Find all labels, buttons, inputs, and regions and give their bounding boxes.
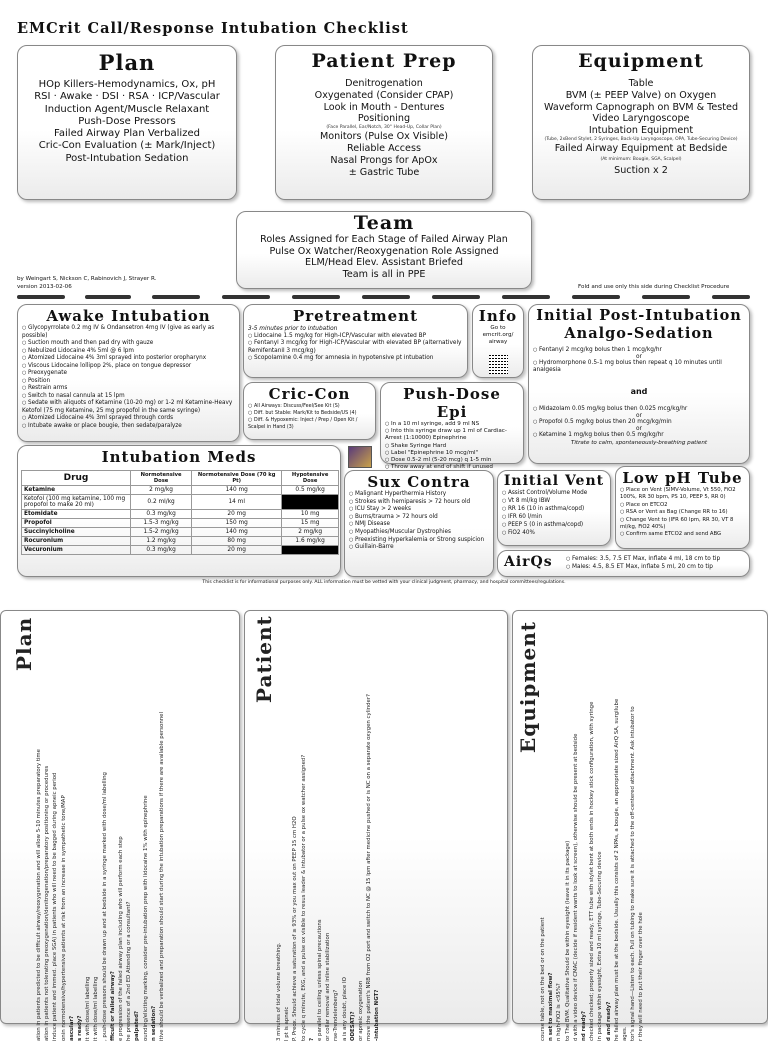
back-patient-line: ODESAT)? (349, 1011, 356, 1041)
post-intubation-panel (528, 304, 750, 464)
back-patient-line: rse-Trendelenberg? (333, 989, 340, 1041)
back-patient-line: e parallel to ceiling unless spinal precautions (317, 919, 324, 1041)
meds-col-header: Hypotensive Dose (282, 471, 339, 486)
drug-name: Etomidate (22, 510, 131, 519)
back-equip-line: n high-FiO2 is <95%? (556, 983, 563, 1041)
awake-item: ○ Suction mouth and then pad dry with gauze (22, 340, 235, 348)
plan-line: Cric-Con Evaluation (± Mark/Inject) (38, 140, 216, 152)
prep-line: Denitrogenation (345, 78, 423, 89)
back-plan-line: palpated? (134, 1010, 141, 1041)
back-plan-line: e progression of the failed airway plan including who will perform each step (118, 836, 125, 1041)
dose-cell: 1.2 mg/kg (131, 537, 192, 546)
low-ph-item: ○ Change Vent to (IFR 60 lpm, RR 30, VT 8 ml/kg, FiO2 40%) (620, 517, 745, 532)
sedation-item: ○ Propofol 0.5 mg/kg bolus then 20 mcg/kg/min (533, 419, 745, 426)
and-label: and (630, 386, 648, 396)
push-dose-epi-panel (380, 382, 524, 471)
cric-con-item: ○ All Airways: Discuss/Feel/See Kit (S) (248, 403, 371, 410)
back-plan-line: ation in patients predicted to be difficult airway/reoxygenation and will allow 5-10 minutes preparatory time (36, 749, 42, 1041)
epinephrine-vial-image (348, 446, 372, 468)
epi-item: ○ Label "Epinephrine 10 mcg/ml" (385, 450, 519, 457)
pretreatment-item: ○ Scopolamine 0.4 mg for amnesia in hypotensive pt intubation (248, 355, 463, 362)
pretreatment-sub: 3-5 minutes prior to intubation (248, 326, 338, 332)
airqs-female: ○ Females: 3.5, 7.5 ET Max, inflate 4 ml, 18 cm to tip (566, 555, 720, 563)
equip-intubation-detail: (Tube, 2xBend Stylet, 2 Syringes, Back-Up Laryngoscope, OPA, Tube-Securing Device) (544, 136, 738, 142)
back-equip-line: he failed airway plan must be at the bedside. Usually this consists of 2 NPAs, a bougie, an appropriate sized AirQ SA, surgilube (613, 698, 620, 1041)
sux-contra-item: ○ Burns/trauma > 72 hours old (349, 514, 489, 522)
awake-item: ○ Atomized Lidocaine 4% 3ml sprayed into posterior oropharynx (22, 355, 235, 363)
prep-line: Reliable Access (347, 142, 421, 154)
prep-line: Monitors (Pulse Ox Visible) (320, 131, 448, 143)
plan-line: HOp Killers-Hemodynamics, Ox, pH (38, 79, 216, 90)
back-equip-line: in package within eyesight, Extra 10 ml syringe, Tube-Securing device (597, 851, 604, 1041)
prep-line: Nasal Prongs for ApOx (330, 154, 438, 166)
equip-line: BVM (± PEEP Valve) on Oxygen (565, 89, 717, 101)
drug-name: Ketamine (22, 486, 131, 495)
pretreatment-item: ○ Lidocaine 1.5 mg/kg for High-ICP/Vascular with elevated BP (248, 333, 463, 340)
back-plan-line: n sedation? (150, 1005, 157, 1041)
dose-cell: 1.6 mg/kg (282, 537, 339, 546)
back-equip-line: nd ready? (581, 1010, 588, 1041)
meds-col-header: Normotensive Dose (131, 471, 192, 486)
drug-name: Succinylcholine (22, 528, 131, 537)
team-line: Team is all in PPE (342, 268, 426, 280)
team-line: ELM/Head Elev. Assistant Briefed (305, 257, 463, 269)
back-equip-line: course table, not on the bed or on the patient (540, 917, 546, 1041)
equip-line: Waveform Capnograph on BVM & Tested (543, 101, 739, 113)
back-patient-line: or collar removal and inline stabilization (325, 932, 332, 1041)
back-plan-line: s ready? (77, 1015, 84, 1041)
back-plan-panel (0, 610, 240, 1041)
sedation-item: ○ Hydromorphone 0.5-1 mg bolus then repeat q 10 minutes until analgesia (533, 360, 745, 374)
back-equip-line: tor's signal hand—Listen to each. Pull on tubing to make sure it is attached to the off-centered attachment. Ask intubator to (630, 706, 637, 1041)
back-plan-line: onin normotensive/hypertensive patients at risk from an increase in sympathetic tone/MAP (60, 795, 67, 1041)
back-patient-line: move the patient's NRB from O2 port and switch to NC @ 15 lpm after medicine pushed or is NC on a separate oxygen cylinder? (366, 694, 373, 1041)
or-label: or (636, 354, 642, 361)
equip-line: Intubation Equipment (588, 125, 694, 137)
meds-col-header: Drug (22, 471, 131, 486)
dose-cell: 80 mg (192, 537, 282, 546)
push-dose-epi-heading: Push-Dose Epi (403, 385, 501, 421)
patient-prep-heading: Patient Prep (311, 50, 457, 72)
dose-cell: 0.5 mg/kg (282, 486, 339, 495)
back-plan-line: it with dose/ml labelling (85, 976, 92, 1041)
table-row (22, 528, 339, 537)
sedation-item: ○ Ketamine 1 mg/kg bolus then 0.5 mg/kg/hr (533, 432, 745, 439)
plan-lines (18, 79, 236, 165)
meds-col-header: Normotensive Dose (70 kg Pt) (192, 471, 282, 486)
back-patient-line: -intubation NGT? (374, 989, 381, 1041)
awake-intubation-panel (17, 304, 240, 442)
back-plan-text (35, 712, 166, 1041)
epi-item: ○ Into this syringe draw up 1 ml of Cardiac-Arrest (1:10000) Epinephrine (385, 428, 519, 442)
back-patient-text (275, 694, 382, 1041)
epi-item: ○ Shake Syringe Hard (385, 443, 519, 450)
sux-contra-item: ○ Guillain-Barre (349, 544, 489, 552)
meds-header-row (22, 471, 339, 486)
awake-item: ○ Viscous Lidocaine lollipop 2%, place on tongue depressor (22, 363, 235, 371)
awake-item: ○ Glycopyrrolate 0.2 mg IV & Ondansetron 4mg IV (give as early as possible) (22, 325, 235, 340)
awake-item: ○ Atomized Lidocaine 4% 3ml sprayed through cords (22, 415, 235, 423)
plan-line: RSI · Awake · DSI · RSA · ICP/Vascular (34, 91, 220, 103)
low-ph-item: ○ Confirm same ETCO2 and send ABG (620, 531, 745, 538)
awake-heading: Awake Intubation (46, 307, 211, 325)
credits (17, 275, 156, 291)
dose-cell: 2 mg/kg (282, 528, 339, 537)
dose-cell: 20 mg (192, 546, 282, 555)
sux-contra-item: ○ Myopathies/Muscular Dystrophies (349, 529, 489, 537)
drug-name: Rocuronium (22, 537, 131, 546)
initial-vent-panel (497, 470, 611, 546)
table-row (22, 546, 339, 555)
dose-cell: 1.5-2 mg/kg (131, 528, 192, 537)
dose-cell: 20 mg (192, 510, 282, 519)
back-plan-line: it with dose/ml labelling (93, 976, 100, 1041)
back-equipment-panel (512, 610, 768, 1041)
sux-contra-heading: Sux Contra (367, 473, 471, 491)
credits-authors: by Weingart S, Nickson C, Rabinovich J, Strayer R. (17, 276, 157, 282)
back-equip-line: n set to maximal flow? (548, 972, 555, 1041)
info-link[interactable]: emcrit.org/ (482, 332, 514, 338)
pretreatment-item: ○ Fentanyl 3 mcg/kg for High-ICP/Vascular with elevated BP (alternatively Remifentanil 3 mcg/kg) (248, 340, 463, 355)
plan-heading: Plan (98, 50, 156, 75)
info-panel (472, 304, 524, 378)
prep-line: Oxygenated (Consider CPAP) (314, 89, 454, 101)
equip-line: Table (628, 78, 654, 89)
vent-item: ○ Assist Control/Volume Mode (502, 489, 606, 497)
dose-cell: 0.2 ml/kg (131, 495, 192, 510)
low-ph-item: ○ Place on ETCO2 (620, 502, 745, 509)
prep-line: ± Gastric Tube (348, 166, 420, 178)
back-equip-line: to The BVM. Qualitative Should be within eyesight (leave it in its package) (564, 840, 571, 1041)
dose-cell-blacked-out (282, 546, 339, 555)
back-patient-line: or apneic oxygenation (358, 980, 365, 1041)
back-plan-line: induce patient and immed. place SGA) in patients who will need to be bagged during apneic period (52, 772, 59, 1041)
awake-item: ○ Switch to nasal cannula at 15 lpm (22, 393, 235, 401)
table-row (22, 510, 339, 519)
pretreatment-heading: Pretreatment (293, 307, 418, 325)
cric-con-heading: Cric-Con (268, 385, 351, 403)
back-plan-line: ation in patients not tolerating preoxygenation/denitrogenation/preparatory positioning or procedures (44, 765, 51, 1041)
back-plan-line: , push-dose pressors should be drawn up and at bedside in a syringe marked with dose/ml labelling (101, 772, 108, 1041)
low-ph-item: ○ Place on Vent (SIMV-Volume, Vt 550, FiO2 100%, RR 30 bpm, PS 10, PEEP 5, RR 0) (620, 487, 745, 502)
awake-item: ○ Position (22, 378, 235, 386)
sux-contra-item: ○ ICU Stay > 2 weeks (349, 506, 489, 514)
intubation-meds-panel (17, 445, 341, 577)
vent-item: ○ FiO2 40% (502, 529, 606, 537)
sedation-item: ○ Midazolam 0.05 mg/kg bolus then 0.025 mcg/kg/hr (533, 406, 745, 413)
dose-cell: 15 mg (282, 519, 339, 528)
dose-cell: 2 mg/kg (131, 486, 192, 495)
dose-cell: 1.5-3 mg/kg (131, 519, 192, 528)
dose-cell: 0.3 mg/kg (131, 546, 192, 555)
qr-code-icon[interactable] (489, 355, 508, 374)
cric-con-item: ○ Diff. but Stable: Mark/Kit to Bedside/US (4) (248, 410, 371, 417)
back-plan-line: ascular? (68, 1015, 75, 1041)
dose-cell: 0.3 mg/kg (131, 510, 192, 519)
back-plan-line: he presence of a 2nd ED Attending or a consultant? (126, 901, 133, 1041)
low-ph-heading: Low pH Tube (622, 469, 743, 487)
prep-line: Positioning (357, 113, 411, 125)
or-label: or (636, 426, 642, 433)
back-patient-line: P. Preox. Should achieve a saturation of ≥ 93% or you max out on PEEP 15 cm H2O (292, 816, 299, 1041)
back-patient-line: to cycle q minute, EKG, and a pulse ox visible to resus leader & intubator or a pulse ox watcher assigned? (300, 754, 307, 1041)
plan-line: Post-Intubation Sedation (65, 152, 189, 164)
plan-line: Induction Agent/Muscle Relaxant (44, 103, 210, 115)
vent-item: ○ RR 16 (10 in asthma/copd) (502, 505, 606, 513)
back-patient-line: 3 minutes of tidal volume breathing. (276, 942, 282, 1041)
sedation-note: Titrate to calm, spontaneously-breathing patient (570, 440, 708, 447)
epi-item: ○ Dose 0.5-2 ml (5-20 mcg) q 1-5 min (385, 457, 519, 464)
back-plan-heading: Plan (12, 616, 36, 671)
cric-con-panel (243, 382, 376, 440)
post-intubation-heading (533, 307, 745, 343)
back-equipment-text (539, 699, 646, 1041)
airqs-panel (497, 550, 750, 577)
post-intubation-heading-1: Initial Post-Intubation (536, 307, 742, 324)
table-row (22, 537, 339, 546)
equip-line: Suction x 2 (614, 164, 668, 176)
back-equip-line: ages. (622, 1026, 629, 1041)
back-patient-line: a is any doubt, place IO (341, 977, 348, 1041)
team-line: Roles Assigned for Each Stage of Failed Airway Plan (260, 234, 508, 245)
low-ph-tube-panel (615, 466, 750, 549)
awake-item: ○ Preoxygenate (22, 370, 235, 378)
back-patient-heading: Patient (252, 615, 276, 703)
airqs-heading: AirQs (504, 554, 553, 570)
low-ph-item: ○ RSA or Vent as Bag (Change RR to 16) (620, 509, 745, 516)
disclaimer: This checklist is for informational purposes only. ALL information must be vetted with your clinical judgment, pharmacy, and hospital committees/regulations. (202, 580, 566, 585)
dose-cell: 10 mg (282, 510, 339, 519)
awake-item: ○ Nebulized Lidocaine 4% 5ml @ 6 lpm (22, 348, 235, 356)
or-label: or (636, 412, 642, 419)
prep-positioning-detail: (Face Parallel, Ear/Notch, 30° Head-Up, Collar Plan) (326, 125, 442, 131)
meds-heading: Intubation Meds (101, 448, 257, 466)
table-row (22, 495, 339, 510)
dose-cell-blacked-out (282, 495, 339, 510)
dose-cell: 140 mg (192, 528, 282, 537)
back-patient-panel (244, 610, 508, 1041)
back-equip-line: checked checked; properly sized and ready, ETT tube with stylet bent at both ends in hockey stick configuration, with syringe (589, 701, 596, 1041)
airqs-male: ○ Males: 4.5, 8.5 ET Max, inflate 5 ml, 20 cm to tip (566, 563, 720, 571)
back-patient-line: l pt is apneic (284, 1006, 291, 1041)
vent-item: ○ IFR 60 l/min (502, 513, 606, 521)
info-heading: Info (478, 307, 518, 325)
sux-contra-item: ○ Strokes with hemiparesis > 72 hours old (349, 499, 489, 507)
epi-item: ○ Throw away at end of shift if unused (385, 464, 519, 471)
back-plan-line: ounding/eliciting marking, consider pre-intubation prep with lidocaine 1% with epinephrine (142, 795, 149, 1041)
drug-name: Vecuronium (22, 546, 131, 555)
awake-item: ○ Sedate with aliquots of Ketamine (10-20 mg) or 1-2 ml Ketamine-Heavy Ketofol (75 mg Ketamine, 25 mg propofol in the same syringe) (22, 400, 235, 415)
sux-contra-item: ○ NMJ Disease (349, 521, 489, 529)
pretreatment-panel (243, 304, 468, 378)
drug-name: Ketofol (100 mg ketamine, 100 mg propofol to make 20 ml) (22, 495, 131, 510)
back-equip-line: d with a video device if CMAC (decide if resident wants to look at screen), otherwise should be present at bedside (572, 733, 579, 1041)
sux-contra-panel (344, 470, 494, 577)
back-equip-line: d and ready? (605, 1001, 612, 1041)
vent-item: ○ Vt 8 ml/kg IBW (502, 497, 606, 505)
plan-panel (17, 45, 237, 200)
initial-vent-heading: Initial Vent (503, 473, 605, 489)
info-line: airway (488, 339, 508, 345)
equipment-heading: Equipment (578, 50, 704, 72)
sedation-item: ○ Fentanyl 2 mcg/kg bolus then 1 mcg/kg/hr (533, 347, 745, 354)
back-equipment-heading: Equipment (516, 620, 540, 753)
prep-line: Look in Mouth - Dentures (323, 101, 445, 113)
sux-contra-item: ○ Preexisting Hyperkalemia or Strong suspicion (349, 537, 489, 545)
table-row (22, 486, 339, 495)
post-intubation-heading-2: Analgo-Sedation (564, 325, 714, 342)
plan-line: Push-Dose Pressors (78, 115, 176, 127)
equip-line: Failed Airway Equipment at Bedside (554, 142, 728, 154)
meds-table (21, 470, 339, 555)
equip-line: Video Laryngoscope (592, 113, 690, 125)
page-title: EMCrit Call/Response Intubation Checklist (17, 20, 409, 37)
back-plan-line: itive should be verbalized and preparation should start during the intubation preparations if there are available personnel (159, 712, 166, 1041)
cric-con-item: ○ Diff. & Hypoxemic: Inject / Prep / Open Kit / Scalpel in Hand (3) (248, 417, 371, 431)
team-heading: Team (353, 212, 415, 234)
equipment-panel (532, 45, 750, 200)
awake-item: ○ Intubate awake or place bougie, then sedate/paralyze (22, 423, 235, 431)
epi-item: ○ In a 10 ml syringe, add 9 ml NS (385, 421, 519, 428)
team-line: Pulse Ox Watcher/Reoxygenation Role Assigned (269, 245, 499, 257)
plan-line: Failed Airway Plan Verbalized (54, 128, 200, 140)
patient-prep-panel (275, 45, 493, 200)
dose-cell: 14 ml (192, 495, 282, 510)
awake-item: ○ Restrain arms (22, 385, 235, 393)
team-panel (236, 211, 532, 289)
vent-item: ○ PEEP 5 (0 in asthma/copd) (502, 521, 606, 529)
sux-contra-item: ○ Malignant Hyperthermia History (349, 491, 489, 499)
info-line: Go to (490, 325, 506, 331)
credits-version: version 2013-02-06 (17, 284, 72, 290)
back-patient-line: ? (308, 1037, 315, 1041)
equip-failed-airway-detail: (At minimum: Bougie, SGA, Scalpel) (600, 156, 682, 162)
back-equip-line: r they will need to put their finger over the hole (638, 912, 645, 1041)
drug-name: Propofol (22, 519, 131, 528)
table-row (22, 519, 339, 528)
dose-cell: 150 mg (192, 519, 282, 528)
back-plan-line: fficult or failed airway? (109, 971, 116, 1041)
fold-note: Fold and use only this side during Checklist Procedure (578, 284, 730, 290)
dose-cell: 140 mg (192, 486, 282, 495)
